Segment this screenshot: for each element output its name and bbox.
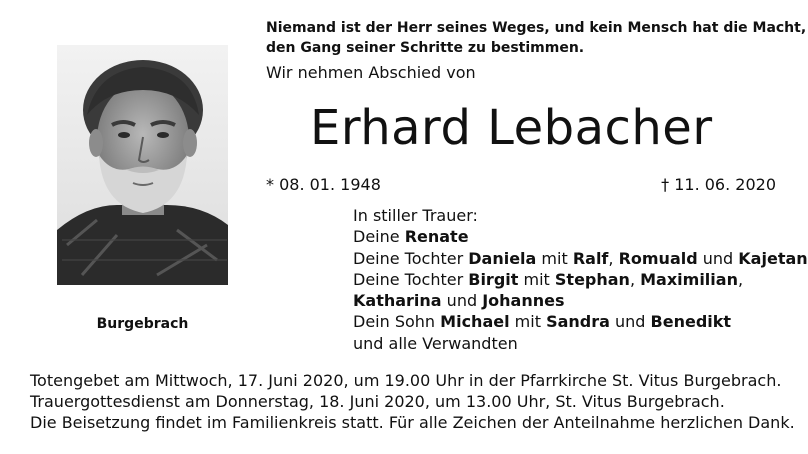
mourner-name: Katharina: [353, 291, 442, 311]
mourners-text: mit: [509, 312, 547, 332]
portrait-photo-drawing: [57, 45, 228, 285]
mourner-name: Michael: [440, 312, 510, 332]
service-line-1: Totengebet am Mittwoch, 17. Juni 2020, um 19.00 Uhr in der Pfarrkirche St. Vitus Burgebrach.: [30, 371, 782, 390]
mourners-text: ,: [608, 248, 619, 268]
mourners-text: und alle Verwandten: [353, 333, 518, 353]
mourners-line: [353, 311, 793, 332]
mourners-list: [353, 205, 808, 354]
mourners-text: mit: [518, 269, 555, 289]
mourners-line: [353, 290, 793, 311]
service-details: [30, 370, 795, 433]
mourner-name: Ralf: [572, 248, 609, 268]
mourner-name: Stephan: [554, 269, 630, 289]
motto-line-1: Niemand ist der Herr seines Weges, und kein Mensch hat die Macht,: [266, 20, 807, 36]
mourners-text: Deine Tochter: [353, 269, 469, 289]
mourners-line: [353, 269, 793, 290]
service-line-2: Trauergottesdienst am Donnerstag, 18. Juni 2020, um 13.00 Uhr, St. Vitus Burgebrach.: [30, 392, 725, 411]
birth-date: * 08. 01. 1948: [266, 175, 381, 194]
service-line-3: Die Beisetzung findet im Familienkreis statt. Für alle Zeichen der Anteilnahme herzlichen Dank.: [30, 413, 795, 432]
mourners-text: In stiller Trauer:: [353, 206, 478, 225]
motto-quote: [266, 18, 807, 58]
mourners-text: und: [697, 248, 739, 268]
mourners-text: Deine Tochter: [353, 248, 469, 268]
mourners-line: [353, 205, 793, 226]
death-date: † 11. 06. 2020: [661, 175, 776, 194]
mourners-text: Deine: [353, 227, 405, 247]
mourner-name: Benedikt: [650, 312, 732, 332]
mourner-name: Kajetan: [738, 248, 808, 268]
motto-line-2: den Gang seiner Schritte zu bestimmen.: [266, 40, 585, 56]
intro-text: Wir nehmen Abschied von: [266, 63, 476, 82]
mourner-name: Birgit: [468, 269, 519, 289]
mourner-name: Maximilian: [640, 269, 738, 289]
mourners-line: [353, 333, 793, 354]
mourners-line: [353, 248, 808, 269]
mourner-name: Renate: [404, 227, 469, 247]
mourners-text: ,: [737, 269, 744, 289]
mourners-text: mit: [536, 248, 573, 268]
portrait-photo: [57, 45, 228, 285]
mourners-text: ,: [629, 269, 641, 289]
mourners-text: und: [441, 291, 483, 311]
mourners-text: und: [609, 312, 651, 332]
mourner-name: Daniela: [468, 248, 537, 268]
mourner-name: Romuald: [618, 248, 698, 268]
mourners-text: Dein Sohn: [353, 312, 441, 332]
deceased-name: Erhard Lebacher: [310, 100, 713, 156]
mourner-name: Sandra: [546, 312, 610, 332]
photo-caption: Burgebrach: [96, 316, 189, 332]
mourner-name: Johannes: [482, 291, 565, 311]
mourners-line: [353, 226, 793, 247]
